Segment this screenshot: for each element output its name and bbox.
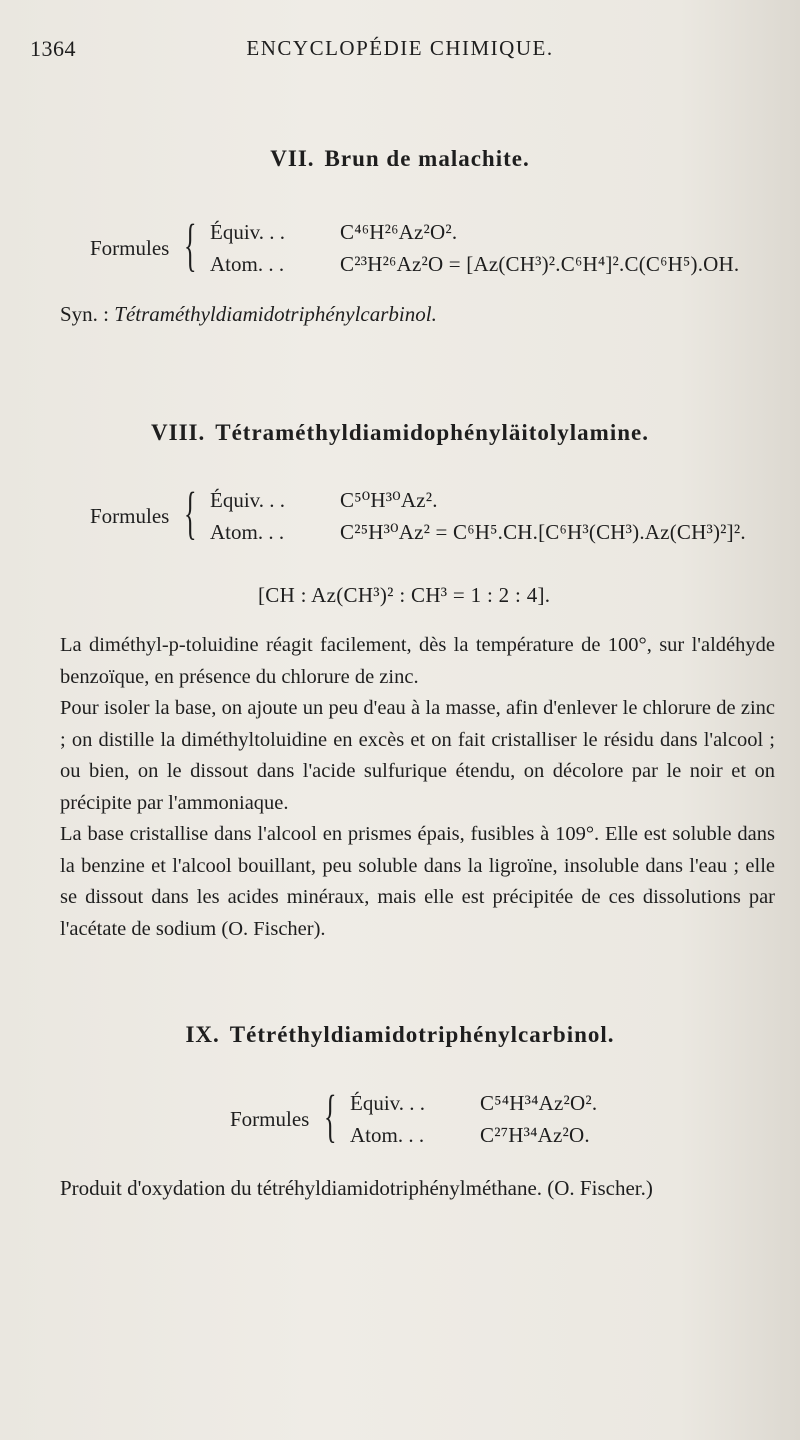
equiv-label: Équiv. . .	[210, 220, 286, 244]
paragraph-1: La diméthyl-p-toluidine réagit facilement, dès la température de 100°, sur l'aldéhyde benzoïque, en présence du chlorure de zinc.	[60, 634, 775, 688]
section-ix-numeral: IX.	[185, 1022, 220, 1047]
equiv-label: Équiv. . .	[350, 1091, 426, 1115]
brace-icon: {	[324, 1083, 337, 1148]
brace-icon: {	[184, 212, 197, 277]
paragraph-2: Pour isoler la base, on ajoute un peu d'eau à la masse, afin d'enlever le chlorure de zinc ; on distille la diméthyltoluidine en excès et on fait cristalliser le résidu dans l'alcool ; ou bien, on le dissout dans l'acide sulfurique étendu, on décolore par le noir et on précipite par l'ammoniaque.	[60, 697, 775, 814]
page-number: 1364	[30, 36, 76, 61]
equiv-formula-row	[210, 220, 457, 245]
running-title: ENCYCLOPÉDIE CHIMIQUE.	[246, 36, 554, 60]
atom-formula: C²⁷H³⁴Az²O.	[480, 1123, 590, 1147]
section-ix-title: Tétréthyldiamidotriphénylcarbinol.	[229, 1022, 615, 1047]
section-vii-title: Brun de malachite.	[324, 146, 530, 171]
atom-formula-row	[210, 520, 746, 545]
equiv-formula: C⁵⁰H³⁰Az².	[340, 488, 438, 512]
ratio-line: [CH : Az(CH³)² : CH³ = 1 : 2 : 4].	[258, 583, 551, 607]
section-ix-formulas	[200, 1083, 800, 1157]
paragraph-3: La base cristallise dans l'alcool en prismes épais, fusibles à 109°. Elle est soluble dans la benzine et l'alcool bouillant, peu soluble dans la ligroïne, insoluble dans l'eau ; elle se dissout dans les acides minéraux, mais elle est précipitée de ces dissolutions par l'acétate de sodium (O. Fischer).	[60, 823, 775, 940]
atom-formula: C²⁵H³⁰Az² = C⁶H⁵.CH.[C⁶H³(CH³).Az(CH³)²]².	[340, 520, 746, 544]
equiv-formula: C⁴⁶H²⁶Az²O².	[340, 220, 458, 244]
formulas-label: Formules	[90, 236, 170, 260]
page-header	[30, 36, 770, 66]
section-viii-formulas	[60, 480, 780, 554]
synonym-prefix: Syn. :	[60, 302, 110, 326]
formulas-label: Formules	[90, 504, 170, 528]
atom-formula: C²³H²⁶Az²O = [Az(CH³)².C⁶H⁴]².C(C⁶H⁵).OH.	[340, 252, 740, 276]
section-vii-heading	[40, 146, 760, 172]
atom-formula-row	[350, 1123, 590, 1148]
final-line: Produit d'oxydation du tétréhyldiamidotriphénylméthane. (O. Fischer.)	[60, 1176, 653, 1200]
section-viii-heading	[40, 420, 760, 446]
section-vii-formulas	[60, 212, 780, 286]
atom-label: Atom. . .	[350, 1123, 425, 1147]
equiv-label: Équiv. . .	[210, 488, 286, 512]
equiv-formula: C⁵⁴H³⁴Az²O².	[480, 1091, 598, 1115]
section-viii-title: Tétraméthyldiamidophényläitolylamine.	[215, 420, 649, 445]
equiv-formula-row	[350, 1091, 597, 1116]
equiv-formula-row	[210, 488, 438, 513]
synonym-name: Tétraméthyldiamidotriphénylcarbinol.	[114, 302, 437, 326]
brace-icon: {	[184, 480, 197, 545]
formulas-label: Formules	[230, 1107, 310, 1131]
section-ix-heading	[40, 1022, 760, 1048]
section-viii-numeral: VIII.	[151, 420, 206, 445]
synonym-line	[60, 302, 437, 327]
section-vii-numeral: VII.	[270, 146, 315, 171]
atom-label: Atom. . .	[210, 252, 285, 276]
atom-formula-row	[210, 252, 739, 277]
atom-label: Atom. . .	[210, 520, 285, 544]
